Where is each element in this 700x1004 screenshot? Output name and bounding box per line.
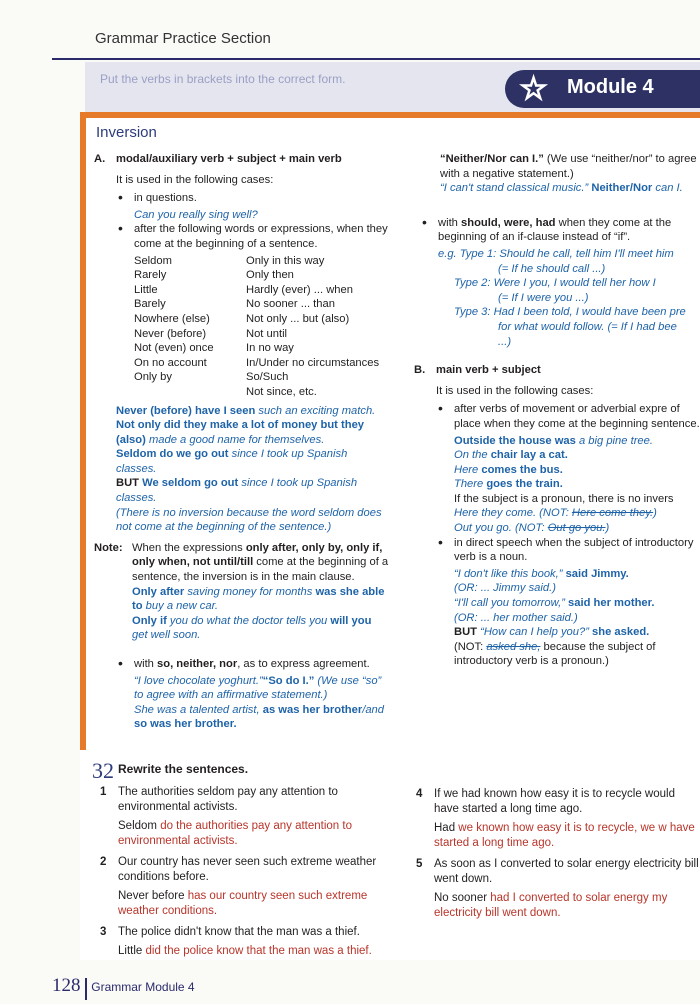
expression-row xyxy=(134,283,379,298)
page-number: 128 xyxy=(52,975,81,996)
type2-paraphrase: (= If I were you ...) xyxy=(498,291,589,304)
example-so-was-her-brother: She was a talented artist, as was her brother/and so was her brother. xyxy=(134,703,384,731)
expression-left: On no account xyxy=(134,356,207,369)
example-so-do-i: “I love chocolate yoghurt.”“So do I.” (We use “so” to agree with an affirmative statement.) xyxy=(134,674,382,702)
page-footer xyxy=(52,975,195,997)
speech-example-2-alt: (OR: ... her mother said.) xyxy=(454,611,578,624)
type3-paraphrase-end: ...) xyxy=(498,335,512,348)
pronoun-example-1: Here they come. (NOT: Here come they.) xyxy=(454,507,657,520)
expression-left: Not (even) once xyxy=(134,342,214,355)
expression-row xyxy=(134,356,379,371)
speech-example-2: “I'll call you tomorrow,” said her mother. xyxy=(454,597,655,610)
exercise-left-column xyxy=(100,785,390,959)
expression-left: Barely xyxy=(134,298,166,311)
expression-left: Nowhere (else) xyxy=(134,312,210,325)
expression-right: Not until xyxy=(246,327,288,340)
example-questions: Can you really sing well? xyxy=(134,208,258,221)
header-rule xyxy=(52,58,700,60)
example-but-seldom: BUT We seldom go out since I took up Spanish classes. xyxy=(116,477,358,505)
expression-left: Never (before) xyxy=(134,327,207,340)
answer-text: did the police know that the man was a thief. xyxy=(145,945,372,957)
pronoun-note: If the subject is a pronoun, there is no invers xyxy=(454,492,674,505)
expressions-table xyxy=(134,254,379,400)
expression-row xyxy=(134,341,379,356)
example-not-only: Not only did they make a lot of money but they (also) made a good name for themselves. xyxy=(116,419,365,446)
example-seldom: Seldom do we go out since I took up Spanish classes. xyxy=(116,448,348,475)
type1-paraphrase: (= If he should call ...) xyxy=(498,262,606,275)
expression-row xyxy=(134,268,379,283)
exercise-answer-line xyxy=(118,944,390,959)
module-tab xyxy=(505,70,700,108)
page-title: Grammar Practice Section xyxy=(95,30,271,47)
exercise-item xyxy=(416,857,700,921)
star-icon: ★ xyxy=(521,73,547,104)
exercise-title: Rewrite the sentences. xyxy=(118,762,249,776)
answer-text: we known how easy it is to recycle, we w have started a long time ago. xyxy=(434,822,695,849)
exercise-number: 32 xyxy=(92,758,114,783)
expression-left: Only by xyxy=(134,371,172,384)
answer-text: has our country seen such extreme weather conditions. xyxy=(118,890,368,917)
type3-example: Type 3: Had I been told, I would have been pre xyxy=(454,306,686,319)
expression-row xyxy=(134,254,379,269)
exercise-question: The authorities seldom pay any attention to environmental activists. xyxy=(118,786,338,813)
answer-lead: Little xyxy=(118,945,146,957)
example-never: Never (before) have I seen such an exciting match. xyxy=(116,404,376,417)
speech-example-1: “I don't like this book,” said Jimmy. xyxy=(454,567,629,580)
speech-but-example: BUT “How can I help you?” she asked. xyxy=(454,626,650,639)
exercise-question: If we had known how easy it is to recycle would have started a long time ago. xyxy=(434,788,675,815)
background-instruction: Put the verbs in brackets into the correct form. xyxy=(100,72,346,86)
grammar-right-column xyxy=(414,152,700,669)
section-b-heading: B. main verb + subject xyxy=(414,364,541,377)
answer-lead: Never before xyxy=(118,890,188,902)
exercise-item-number: 1 xyxy=(100,786,107,798)
expression-row xyxy=(134,312,379,327)
expression-row xyxy=(134,297,379,312)
expression-right: Only then xyxy=(246,269,294,282)
expression-right: Only in this way xyxy=(246,254,325,267)
expression-right: No sooner ... than xyxy=(246,298,335,311)
section-a-heading: A. modal/auxiliary verb + subject + main verb xyxy=(94,153,342,165)
exercise-answer-line xyxy=(434,821,700,851)
exercise-question: As soon as I converted to solar energy electricity bill went down. xyxy=(434,858,699,885)
exercise-answer-line xyxy=(434,891,700,921)
expression-right: In/Under no circumstances xyxy=(246,356,380,369)
exercise-item xyxy=(100,925,390,959)
expression-right: In no way xyxy=(246,342,294,355)
bullet-questions: • in questions. xyxy=(134,191,389,206)
answer-text: had I converted to solar energy my electricity bill went down. xyxy=(434,892,668,919)
neither-nor-example: “I can't stand classical music.” Neither/Nor can I. xyxy=(440,182,683,195)
answer-lead: Had xyxy=(434,822,459,834)
exercise-question: Our country has never seen such extreme weather conditions before. xyxy=(118,856,377,883)
example-train: There goes the train. xyxy=(454,478,563,491)
exercise-item-number: 3 xyxy=(100,926,107,938)
exercise-item xyxy=(100,785,390,849)
bullet-should-were-had: • with should, were, had when they come at the beginning of an if-clause instead of “if”. xyxy=(438,216,700,245)
note-example-2: Only if you do what the doctor tells you will you get well soon. xyxy=(132,614,372,642)
expression-right: Not only ... but (also) xyxy=(246,312,350,325)
section-a-intro: It is used in the following cases: xyxy=(116,173,274,186)
expression-right: Hardly (ever) ... when xyxy=(246,283,353,296)
bullet-so-neither-nor: • with so, neither, nor, as to express agreement. xyxy=(134,657,389,672)
speech-example-1-alt: (OR: ... Jimmy said.) xyxy=(454,582,556,595)
exercise-question: The police didn't know that the man was a thief. xyxy=(118,926,360,938)
bullet-verbs-of-movement: • after verbs of movement or adverbial expre of place when they come at the beginning sentence. xyxy=(454,402,700,431)
answer-text: do the authorities pay any attention to environmental activists. xyxy=(118,820,352,847)
expression-left: Seldom xyxy=(134,254,172,267)
expression-left: Little xyxy=(134,283,158,296)
exercise-item xyxy=(416,787,700,851)
grammar-left-column xyxy=(94,150,389,732)
example-no-inversion-note: (There is no inversion because the word seldom does not come at the beginning of the sentence.) xyxy=(116,506,382,534)
expression-row xyxy=(134,327,379,342)
section-b-intro: It is used in the following cases: xyxy=(436,384,594,397)
footer-label: Grammar Module 4 xyxy=(91,980,195,994)
bullet-direct-speech: • in direct speech when the subject of introductory verb is a noun. xyxy=(454,536,700,565)
answer-lead: No sooner xyxy=(434,892,491,904)
module-label: Module 4 xyxy=(567,76,654,98)
expression-left: Rarely xyxy=(134,269,167,282)
exercise-item-number: 5 xyxy=(416,858,423,870)
example-bus: Here comes the bus. xyxy=(454,463,563,476)
exercise-answer-line xyxy=(118,889,390,919)
expression-row xyxy=(134,385,379,400)
expression-right: Not since, etc. xyxy=(246,385,317,398)
footer-divider xyxy=(85,978,87,1000)
type2-example: Type 2: Were I you, I would tell her how I xyxy=(454,277,656,290)
type1-example: e.g. Type 1: Should he call, tell him I'll meet him xyxy=(438,247,674,260)
type3-paraphrase: for what would follow. (= If I had bee xyxy=(498,320,677,333)
note-block: Note: When the expressions only after, only by, only if, only when, not until/till come at the beginning of a sentence, the inversion is in the main clause. Only after saving money for months was she able to buy a new car. Only if you do what the doctor tells you will you get well soon. xyxy=(94,541,389,642)
bullet-expressions: • after the following words or expressions, when they come at the beginning of a sentence. xyxy=(134,222,389,251)
exercise-item-number: 2 xyxy=(100,856,107,868)
expression-left xyxy=(134,385,246,400)
box-title: Inversion xyxy=(96,124,157,141)
example-outside-house: Outside the house was a big pine tree. xyxy=(454,434,653,447)
neither-nor-rule: “Neither/Nor can I.” (We use “neither/nor” to agree with a negative statement.) xyxy=(440,153,697,180)
note-example-1: Only after saving money for months was she able to buy a new car. xyxy=(132,585,385,613)
exercise-answer-line xyxy=(118,819,390,849)
answer-lead: Seldom xyxy=(118,820,161,832)
expression-right: So/Such xyxy=(246,371,289,384)
exercise-right-column xyxy=(416,787,700,921)
exercise-item-number: 4 xyxy=(416,788,423,800)
exercise-item xyxy=(100,855,390,919)
pronoun-example-2: Out you go. (NOT: Out go you.) xyxy=(454,522,610,535)
expression-row xyxy=(134,370,379,385)
example-chair: On the chair lay a cat. xyxy=(454,449,568,462)
speech-not-example: (NOT: asked she, because the subject of introductory verb is a pronoun.) xyxy=(454,640,656,668)
